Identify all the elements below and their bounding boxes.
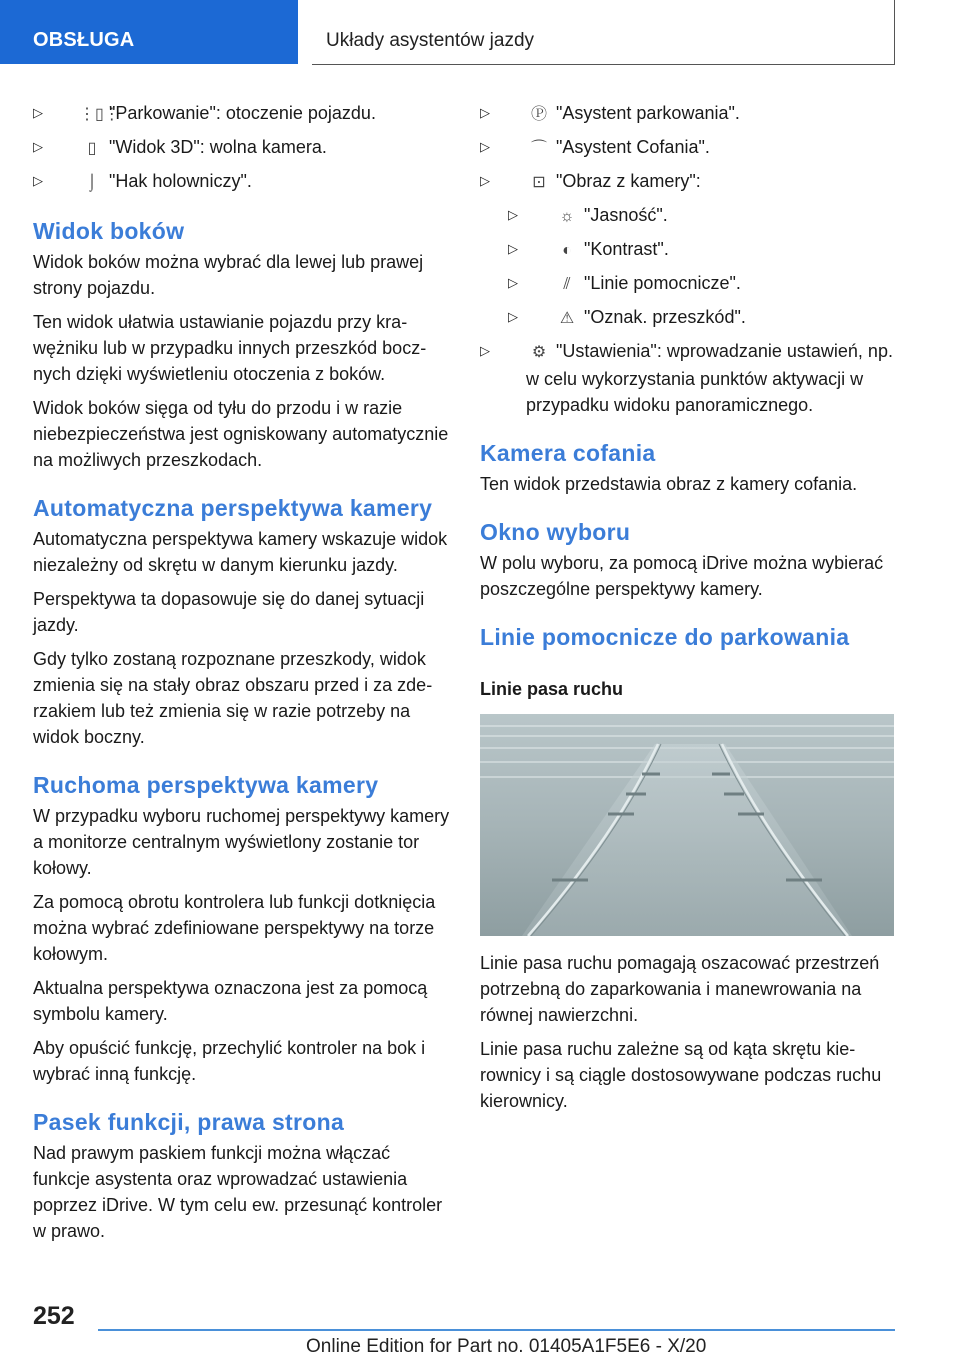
list-item: ▷ ⌒ "Asystent Cofania". <box>480 134 900 162</box>
list-item: ▷ ◐ "Kontrast". <box>480 236 900 264</box>
heading-side-view: Widok boków <box>33 218 185 244</box>
paragraph: Nad prawym paskiem funkcji można włączać funkcje asystenta oraz wprowadzać ustawienia poprzez iDrive. W tym celu ew. przesunąć kontroler w prawo. <box>33 1143 443 1241</box>
list-item: ▷ ☼ "Jasność". <box>480 202 900 230</box>
section-tab <box>0 0 298 64</box>
section-label: OBSŁUGA <box>33 29 135 51</box>
list-item: ▷ ⌡ "Hak holowniczy". <box>33 168 451 196</box>
paragraph: W przypadku wyboru ruchomej perspektywy kamery a monitorze centralnym wyświetlony zostanie tor kołowy. <box>33 806 450 878</box>
page-number: 252 <box>33 1302 75 1330</box>
list-item: ▷ ▯ "Widok 3D": wolna kamera. <box>33 134 451 162</box>
paragraph: Widok boków sięga od tyłu do przodu i w razie niebezpieczeństwa jest ogniskowany automatycznie na możliwych przeszkodach. <box>33 398 449 470</box>
paragraph: Linie pasa ruchu zależne są od kąta skrętu kierownicy i są ciągle dostosowywane podczas ruchu kierownicy. <box>480 1039 882 1111</box>
obstacle-marking-icon: ⚠ <box>559 310 575 327</box>
contrast-icon: ◐ <box>562 242 572 259</box>
edition-footer: Online Edition for Part no. 01405A1F5E6 - X/20 <box>306 1336 707 1357</box>
3d-view-icon: ▯ <box>87 140 97 157</box>
brightness-icon: ☼ <box>559 208 575 225</box>
chapter-title: Układy asystentów jazdy <box>326 30 535 51</box>
paragraph: Automatyczna perspektywa kamery wskazuje widok niezależny od skrętu w danym kierunku jazdy. <box>33 529 448 575</box>
chapter-header <box>312 0 895 65</box>
list-item: ▷ ⊡ "Obraz z kamery": <box>480 168 900 196</box>
list-item: ▷ ⚠ "Oznak. przeszkód". <box>480 304 900 332</box>
subheading-lane-lines: Linie pasa ruchu <box>480 679 624 699</box>
paragraph: W polu wyboru, za pomocą iDrive można wybierać poszczególne perspektywy kamery. <box>480 553 884 599</box>
heading-rear-camera: Kamera cofania <box>480 440 656 466</box>
lane-lines-illustration <box>480 714 894 936</box>
heading-function-bar: Pasek funkcji, prawa strona <box>33 1109 345 1135</box>
settings-gear-icon: ⚙ <box>531 344 547 361</box>
list-item: ▷ Ⓟ "Asystent parkowania". <box>480 100 900 128</box>
paragraph: Perspektywa ta dopasowuje się do danej sytuacji jazdy. <box>33 589 425 635</box>
footer-divider <box>98 1329 895 1331</box>
heading-auto-perspective: Automatyczna perspektywa kamery <box>33 495 433 521</box>
paragraph: Widok boków można wybrać dla lewej lub prawej strony pojazdu. <box>33 252 424 298</box>
camera-image-icon: ⊡ <box>532 174 546 191</box>
list-item: ▷ ⚙ "Ustawienia": wprowadzanie ustawień, np. w celu wykorzystania punktów aktywacji w przypadku widoku panoramicznego. <box>480 341 893 415</box>
heading-selection-window: Okno wyboru <box>480 519 631 545</box>
parking-assistant-icon: Ⓟ <box>530 106 547 123</box>
paragraph: Linie pasa ruchu pomagają oszacować przestrzeń potrzebną do zaparkowania i manewrowania na równej nawierzchni. <box>480 953 880 1025</box>
guide-lines-icon: ⫽ <box>563 276 571 293</box>
paragraph: Gdy tylko zostaną rozpoznane przeszkody, widok zmienia się na stały obraz obszaru przed i za zderzakiem lub też zmienia się w razie potrzeby na widok boczny. <box>33 649 433 747</box>
list-item: ▷ ⫽ "Linie pomocnicze". <box>480 270 900 298</box>
paragraph: Aby opuścić funkcję, przechylić kontroler na bok i wybrać inną funkcję. <box>33 1038 426 1084</box>
tow-hitch-icon: ⌡ <box>87 174 97 191</box>
reversing-assistant-icon: ⌒ <box>530 140 547 157</box>
paragraph: Ten widok ułatwia ustawianie pojazdu przy krawężniku lub w przypadku innych przeszkód bocznych dzięki wyświetleniu otoczenia z boków. <box>33 312 427 384</box>
right-column <box>480 100 900 1122</box>
list-item: ▷ ⋮▯⋮"Parkowanie": otoczenie pojazdu. <box>33 100 451 128</box>
parking-view-icon: ⋮▯⋮ <box>79 106 120 123</box>
paragraph: Za pomocą obrotu kontrolera lub funkcji dotknięcia można wybrać zdefiniowane perspektywy na torze kołowym. <box>33 892 436 964</box>
heading-parking-lines: Linie pomocnicze do parkowania <box>480 624 850 650</box>
heading-moving-perspective: Ruchoma perspektywa kamery <box>33 772 379 798</box>
paragraph: Ten widok przedstawia obraz z kamery cofania. <box>480 474 858 494</box>
left-column <box>33 100 451 1252</box>
paragraph: Aktualna perspektywa oznaczona jest za pomocą symbolu kamery. <box>33 978 428 1024</box>
